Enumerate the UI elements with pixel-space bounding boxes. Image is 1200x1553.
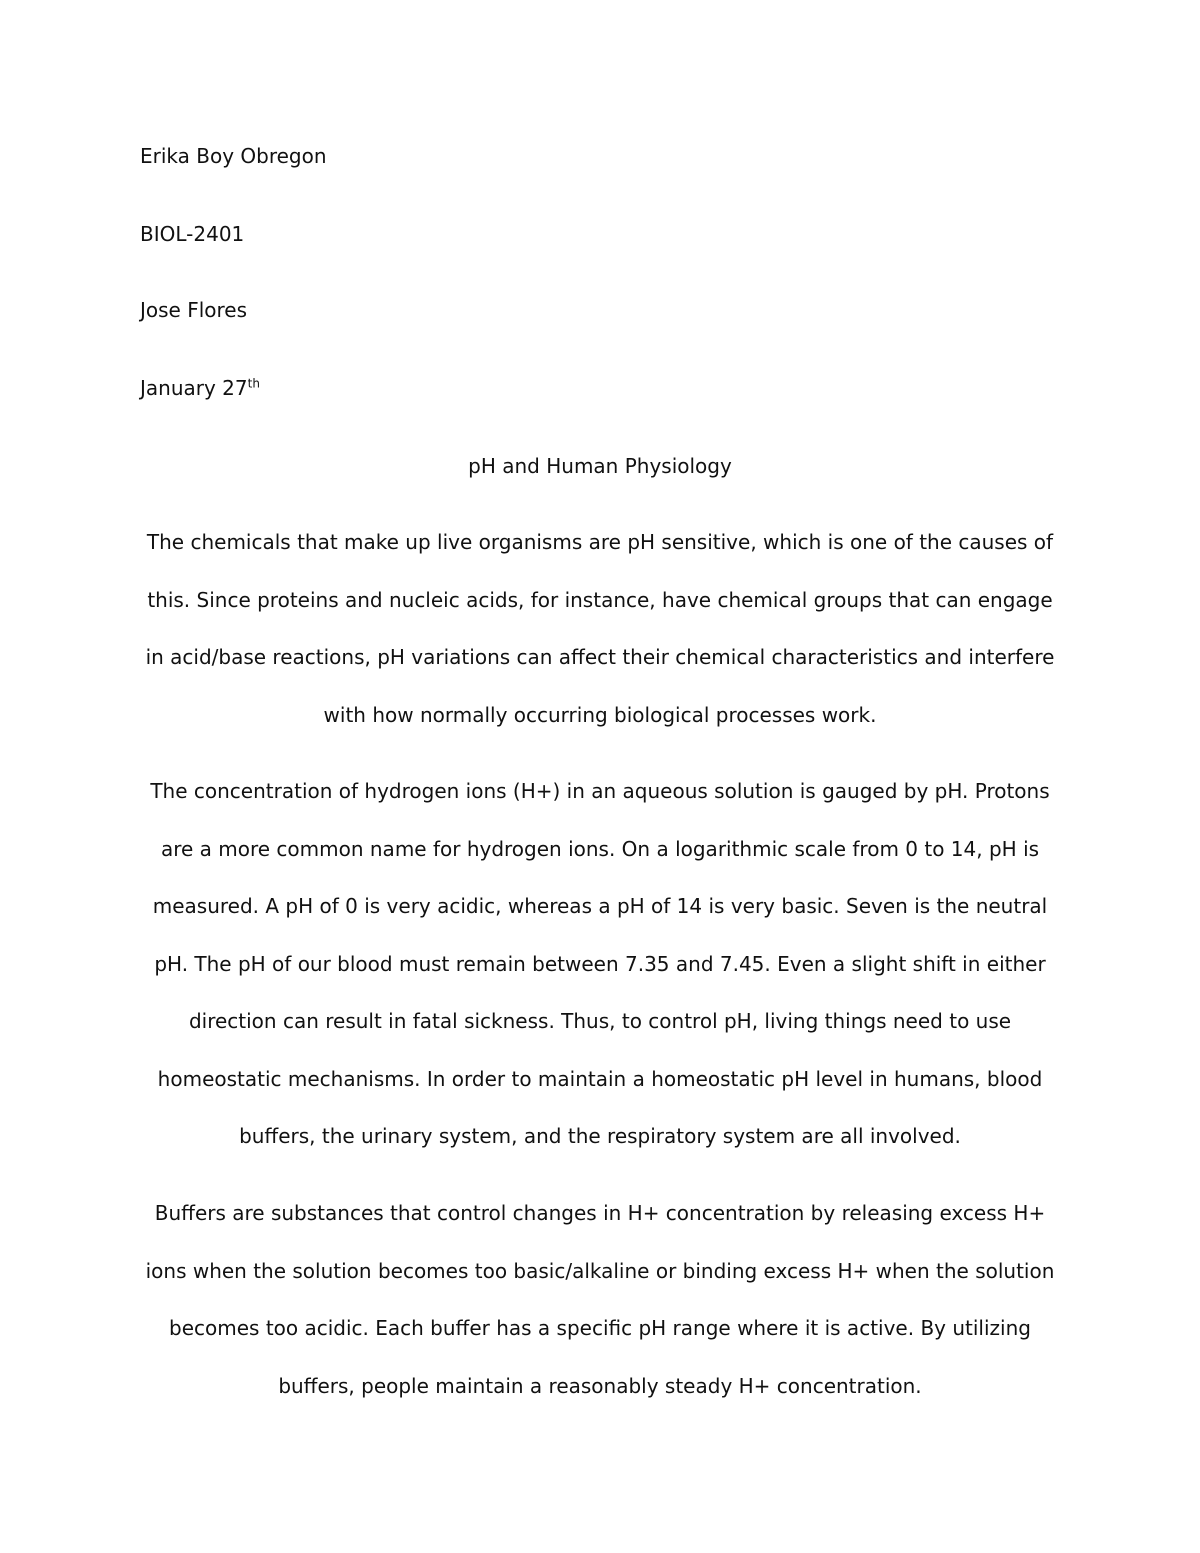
instructor-name: Jose Flores xyxy=(140,298,248,322)
date-ordinal-suffix: th xyxy=(247,376,260,391)
author-name: Erika Boy Obregon xyxy=(140,144,327,168)
submission-date xyxy=(140,376,260,400)
date-text: January 27 xyxy=(140,376,248,400)
document-title: pH and Human Physiology xyxy=(468,454,732,478)
paragraph-3: Buffers are substances that control changes in H+ concentration by releasing excess H+ ions when the solution becomes too basic/alkaline or binding excess H+ when the solution becomes too acidic. Each buffer has a specific pH range where it is active. By utilizing buffers, people maintain a reasonably steady H+ concentration. xyxy=(145,1201,1055,1398)
paragraph-1: The chemicals that make up live organisms are pH sensitive, which is one of the causes of this. Since proteins and nucleic acids, for instance, have chemical groups that can engage in acid/base reactions, pH variations can affect their chemical characteristics and interfere with how normally occurring biological processes work. xyxy=(145,530,1055,727)
course-code: BIOL-2401 xyxy=(140,222,245,246)
paragraph-2: The concentration of hydrogen ions (H+) in an aqueous solution is gauged by pH. Protons are a more common name for hydrogen ions. On a logarithmic scale from 0 to 14, pH is measured. A pH of 0 is very acidic, whereas a pH of 14 is very basic. Seven is the neutral pH. The pH of our blood must remain between 7.35 and 7.45. Even a slight shift in either direction can result in fatal sickness. Thus, to control pH, living things need to use homeostatic mechanisms. In order to maintain a homeostatic pH level in humans, blood buffers, the urinary system, and the respiratory system are all involved. xyxy=(150,779,1050,1148)
